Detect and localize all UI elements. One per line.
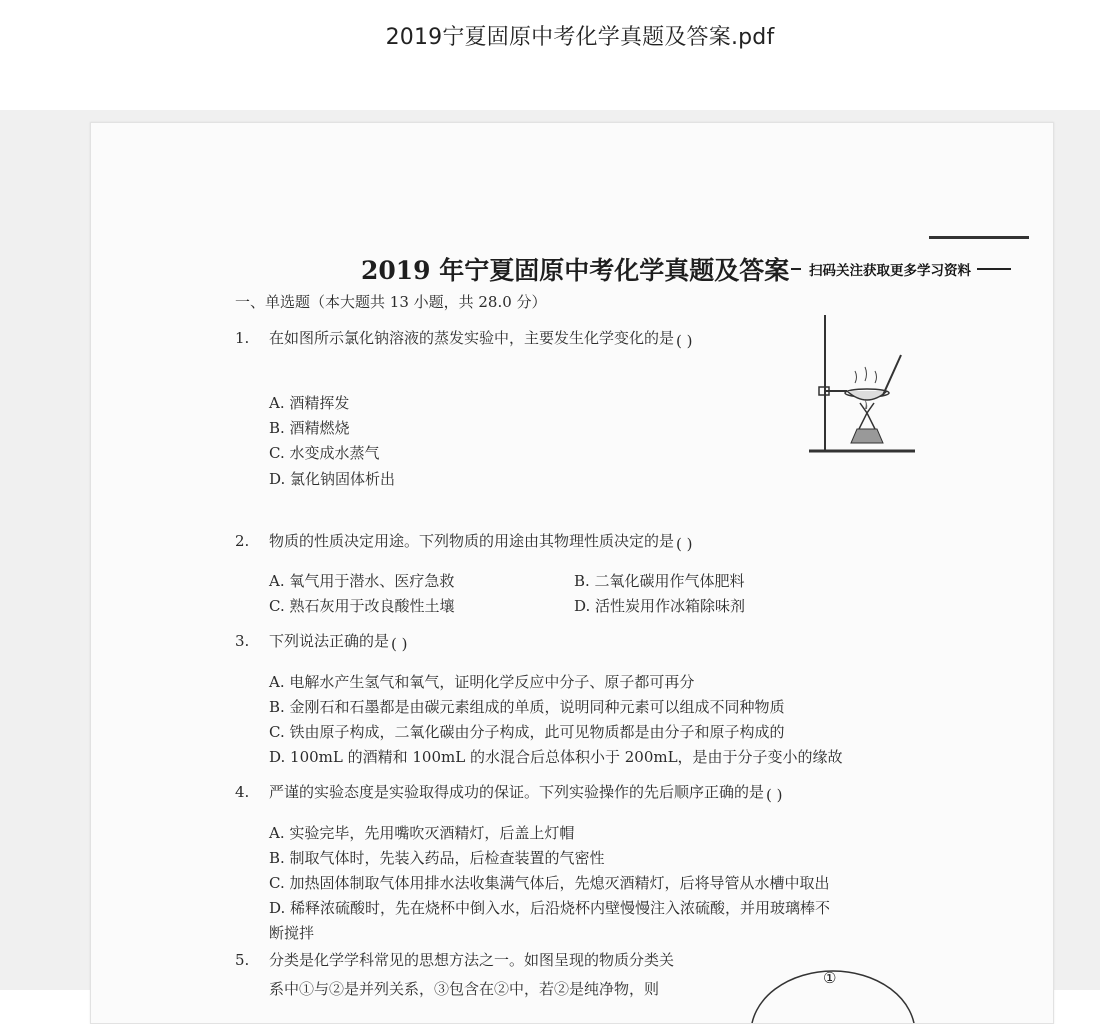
- question-3: [235, 630, 408, 653]
- answer-paren: ( ): [766, 786, 783, 804]
- question-text: 物质的性质决定用途。下列物质的用途由其物理性质决定的是: [269, 532, 675, 550]
- option-2b: B. 二氧化碳用作气体肥料: [574, 572, 745, 590]
- document-title: 2019 年宁夏固原中考化学真题及答案: [361, 256, 790, 285]
- question-number: 5.: [235, 951, 250, 969]
- header-decoration: [929, 236, 1029, 245]
- option-2c: C. 熟石灰用于改良酸性土壤: [269, 597, 455, 615]
- answer-paren: ( ): [391, 635, 408, 653]
- qr-note: [791, 259, 1011, 279]
- answer-paren: ( ): [676, 535, 693, 553]
- question-5-continued: 系中①与②是并列关系，③包含在②中，若②是纯净物，则: [269, 980, 660, 998]
- qr-note-dash-right: [977, 268, 1011, 270]
- question-number: 3.: [235, 632, 250, 650]
- document-viewer[interactable]: [0, 110, 1100, 998]
- option-2d: D. 活性炭用作冰箱除味剂: [574, 597, 746, 615]
- question-number: 4.: [235, 783, 250, 801]
- question-number: 1.: [235, 329, 250, 347]
- option-1d: D. 氯化钠固体析出: [269, 470, 396, 488]
- question-4: [235, 781, 783, 804]
- qr-note-dash-left: [791, 268, 801, 270]
- option-1b: B. 酒精燃烧: [269, 419, 350, 437]
- question-text: 在如图所示氯化钠溶液的蒸发实验中，主要发生化学变化的是: [269, 329, 675, 347]
- viewer-header: [0, 0, 1100, 110]
- option-4a: A. 实验完毕，先用嘴吹灭酒精灯，后盖上灯帽: [269, 824, 575, 842]
- question-text: 下列说法正确的是: [269, 632, 390, 650]
- question-text: 严谨的实验态度是实验取得成功的保证。下列实验操作的先后顺序正确的是: [269, 783, 765, 801]
- option-4d-continued: 断搅拌: [269, 924, 315, 942]
- pdf-page: [90, 122, 1054, 1024]
- question-1: [235, 327, 693, 350]
- option-3a: A. 电解水产生氢气和氧气，证明化学反应中分子、原子都可再分: [269, 673, 695, 691]
- figure-label-1: ①: [823, 969, 837, 987]
- option-3c: C. 铁由原子构成，二氧化碳由分子构成，此可见物质都是由分子和原子构成的: [269, 723, 785, 741]
- option-1c: C. 水变成水蒸气: [269, 444, 380, 462]
- section-heading: 一、单选题（本大题共 13 小题，共 28.0 分）: [235, 293, 547, 311]
- option-1a: A. 酒精挥发: [269, 394, 350, 412]
- option-4b: B. 制取气体时，先装入药品，后检查装置的气密性: [269, 849, 605, 867]
- question-5: [235, 949, 674, 970]
- qr-note-text: 扫码关注获取更多学习资料: [809, 263, 971, 279]
- question-2: [235, 530, 693, 553]
- option-2a: A. 氧气用于潜水、医疗急救: [269, 572, 455, 590]
- evaporation-apparatus-figure: [805, 313, 917, 463]
- option-4d: D. 稀释浓硫酸时，先在烧杯中倒入水，后沿烧杯内壁慢慢注入浓硫酸，并用玻璃棒不: [269, 899, 831, 917]
- question-text: 分类是化学学科常见的思想方法之一。如图呈现的物质分类关: [269, 951, 675, 969]
- answer-paren: ( ): [676, 332, 693, 350]
- option-4c: C. 加热固体制取气体用排水法收集满气体后，先熄灭酒精灯，后将导管从水槽中取出: [269, 874, 830, 892]
- classification-circle-figure: [743, 953, 923, 1024]
- option-3b: B. 金刚石和石墨都是由碳元素组成的单质，说明同种元素可以组成不同种物质: [269, 698, 785, 716]
- file-title: 2019宁夏固原中考化学真题及答案.pdf: [385, 25, 775, 50]
- option-3d: D. 100mL 的酒精和 100mL 的水混合后总体积小于 200mL，是由于分子变小的缘故: [269, 748, 843, 766]
- question-number: 2.: [235, 532, 250, 550]
